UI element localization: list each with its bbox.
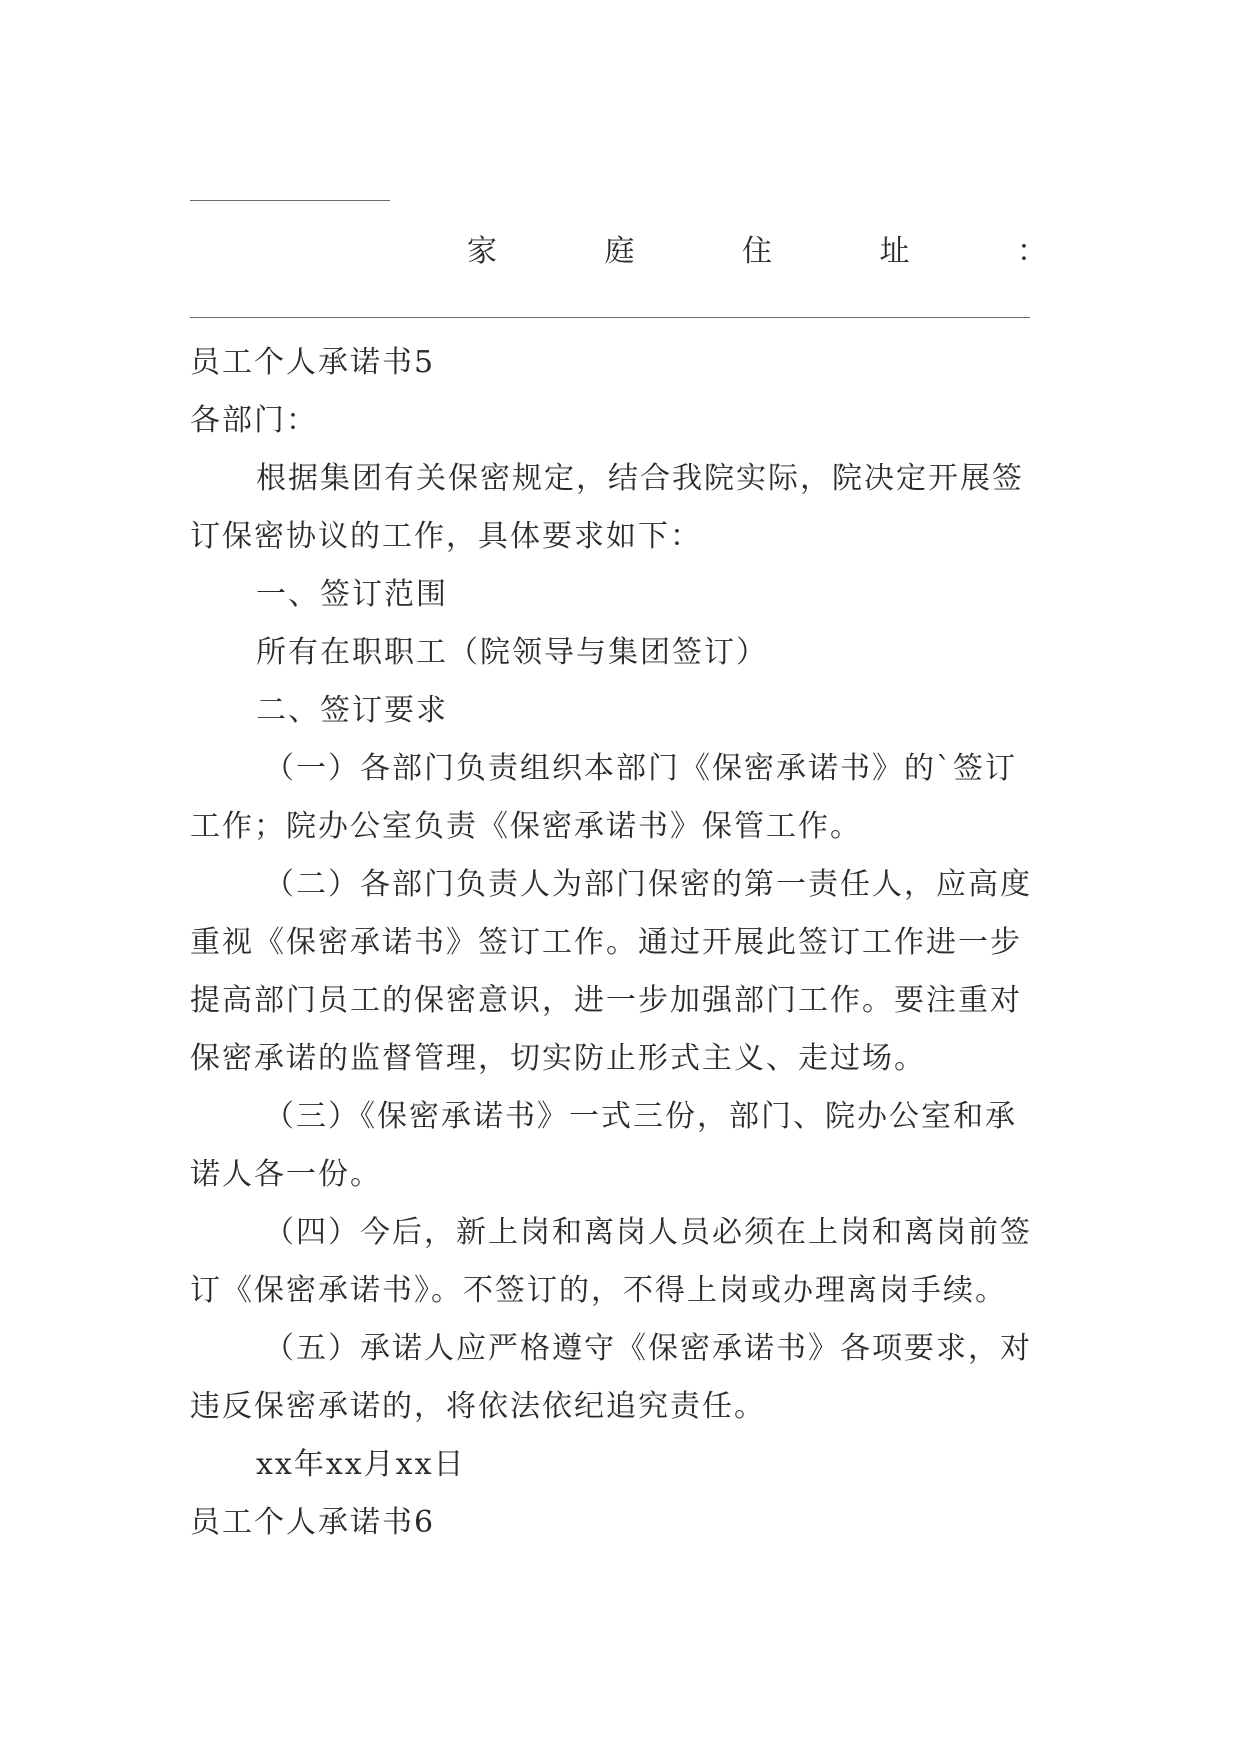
address-char-3: 住 <box>742 234 772 269</box>
section2-title: 二、签订要求 <box>256 693 448 728</box>
item2-line-2: 重视《保密承诺书》签订工作。通过开展此签订工作进一步 <box>190 925 1022 960</box>
salutation: 各部门： <box>190 403 318 438</box>
address-label <box>467 222 1047 274</box>
heading-commitment-6: 员工个人承诺书6 <box>190 1505 436 1540</box>
item2-line-4: 保密承诺的监督管理，切实防止形式主义、走过场。 <box>190 1041 926 1076</box>
item4-line-1: （四）今后，新上岗和离岗人员必须在上岗和离岗前签 <box>264 1215 1032 1250</box>
intro-line-1: 根据集团有关保密规定，结合我院实际，院决定开展签 <box>256 461 1024 496</box>
heading-commitment-5: 员工个人承诺书5 <box>190 345 436 380</box>
section1-body: 所有在职职工（院领导与集团签订） <box>256 635 768 670</box>
blank-line-long <box>190 317 1030 318</box>
item2-line-3: 提高部门员工的保密意识，进一步加强部门工作。要注重对 <box>190 983 1022 1018</box>
address-char-4: 址 <box>879 234 910 269</box>
address-char-2: 庭 <box>604 234 635 269</box>
item1-line-1: （一）各部门负责组织本部门《保密承诺书》的`签订 <box>264 751 1017 786</box>
address-char-1: 家 <box>467 234 497 269</box>
item3-line-2: 诺人各一份。 <box>190 1157 382 1192</box>
date-line: xx年xx月xx日 <box>256 1447 466 1482</box>
item3-line-1: （三）《保密承诺书》一式三份，部门、院办公室和承 <box>264 1099 1017 1134</box>
item5-line-1: （五）承诺人应严格遵守《保密承诺书》各项要求，对 <box>264 1331 1032 1366</box>
blank-line-short <box>190 200 390 201</box>
section1-title: 一、签订范围 <box>256 577 448 612</box>
address-colon: ： <box>1017 234 1047 269</box>
intro-line-2: 订保密协议的工作，具体要求如下： <box>190 519 702 554</box>
item2-line-1: （二）各部门负责人为部门保密的第一责任人，应高度 <box>264 867 1032 902</box>
item1-line-2: 工作；院办公室负责《保密承诺书》保管工作。 <box>190 809 862 844</box>
item5-line-2: 违反保密承诺的，将依法依纪追究责任。 <box>190 1389 766 1424</box>
item4-line-2: 订《保密承诺书》。不签订的，不得上岗或办理离岗手续。 <box>190 1273 1007 1308</box>
